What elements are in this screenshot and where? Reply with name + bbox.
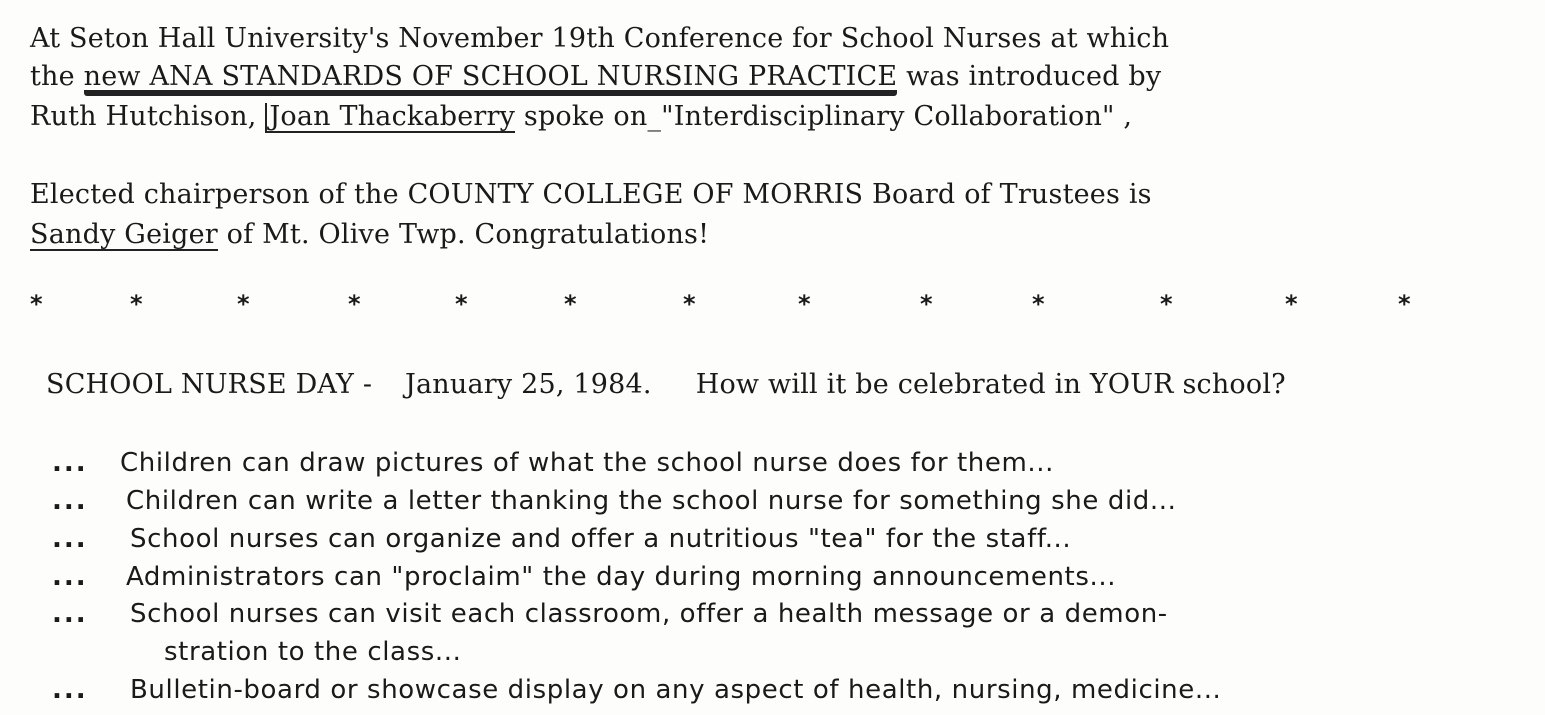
- ellipsis-marker: ...: [52, 675, 88, 705]
- list-item-text: School nurses can organize and offer a nutritious "tea" for the staff...: [130, 524, 1072, 554]
- ellipsis-marker: ...: [52, 562, 88, 592]
- separator-star: *: [798, 290, 811, 318]
- separator-star: *: [1398, 290, 1411, 318]
- separator-star: *: [1285, 290, 1298, 318]
- ellipsis-marker: ...: [52, 599, 88, 629]
- ana-standards-underlined: new ANA STANDARDS OF SCHOOL NURSING PRACTICE: [84, 64, 898, 96]
- paragraph1-line2-suffix: was introduced by: [897, 61, 1162, 92]
- list-item: [52, 484, 1176, 518]
- separator-star: *: [683, 290, 696, 318]
- paragraph1-line3-prefix: Ruth Hutchison,: [30, 101, 266, 132]
- separator-star: *: [1160, 290, 1173, 318]
- paragraph1-line3-suffix: spoke on_"Interdisciplinary Collaboration" ,: [515, 101, 1133, 132]
- list-item-text: Children can write a letter thanking the school nurse for something she did...: [126, 486, 1177, 516]
- joan-thackaberry-boxed: Joan Thackaberry: [265, 103, 515, 133]
- ellipsis-marker: ...: [52, 448, 88, 478]
- school-nurse-day-heading: [46, 368, 1286, 402]
- paragraph1-line2: [30, 60, 1161, 96]
- paragraph1-line2-prefix: the: [30, 61, 84, 92]
- separator-star: *: [130, 290, 143, 318]
- separator-star: *: [564, 290, 577, 318]
- list-item-text: Administrators can "proclaim" the day during morning announcements...: [126, 562, 1117, 592]
- list-item: [52, 560, 1116, 594]
- list-item: [52, 446, 1054, 480]
- list-item: [52, 673, 1221, 707]
- heading-title: SCHOOL NURSE DAY -: [46, 369, 381, 400]
- separator-star: *: [1032, 290, 1045, 318]
- separator-star: *: [348, 290, 361, 318]
- list-item: [52, 522, 1071, 556]
- star-separator: [30, 290, 1430, 326]
- paragraph1-line1: At Seton Hall University's November 19th Conference for School Nurses at which: [30, 23, 1170, 54]
- heading-question: How will it be celebrated in YOUR school?: [695, 369, 1286, 400]
- list-item-continuation: stration to the class...: [164, 637, 462, 667]
- paragraph2-line2-suffix: of Mt. Olive Twp. Congratulations!: [217, 219, 710, 250]
- paragraph2-line1: Elected chairperson of the COUNTY COLLEGE OF MORRIS Board of Trustees is: [30, 179, 1152, 210]
- ellipsis-marker: ...: [52, 524, 88, 554]
- separator-star: *: [455, 290, 468, 318]
- paragraph2-line2: [30, 218, 709, 252]
- separator-star: *: [920, 290, 933, 318]
- sandy-geiger-underlined: Sandy Geiger: [30, 219, 218, 250]
- list-item: [52, 597, 1168, 631]
- heading-date: January 25, 1984.: [404, 369, 652, 400]
- list-item-text: School nurses can visit each classroom, offer a health message or a demon-: [130, 599, 1168, 629]
- ellipsis-marker: ...: [52, 486, 88, 516]
- list-item-text: Bulletin-board or showcase display on any aspect of health, nursing, medicine...: [130, 675, 1222, 705]
- paragraph1-line3: [30, 100, 1132, 134]
- separator-star: *: [237, 290, 250, 318]
- separator-star: *: [30, 290, 43, 318]
- list-item-text: Children can draw pictures of what the school nurse does for them...: [120, 448, 1054, 478]
